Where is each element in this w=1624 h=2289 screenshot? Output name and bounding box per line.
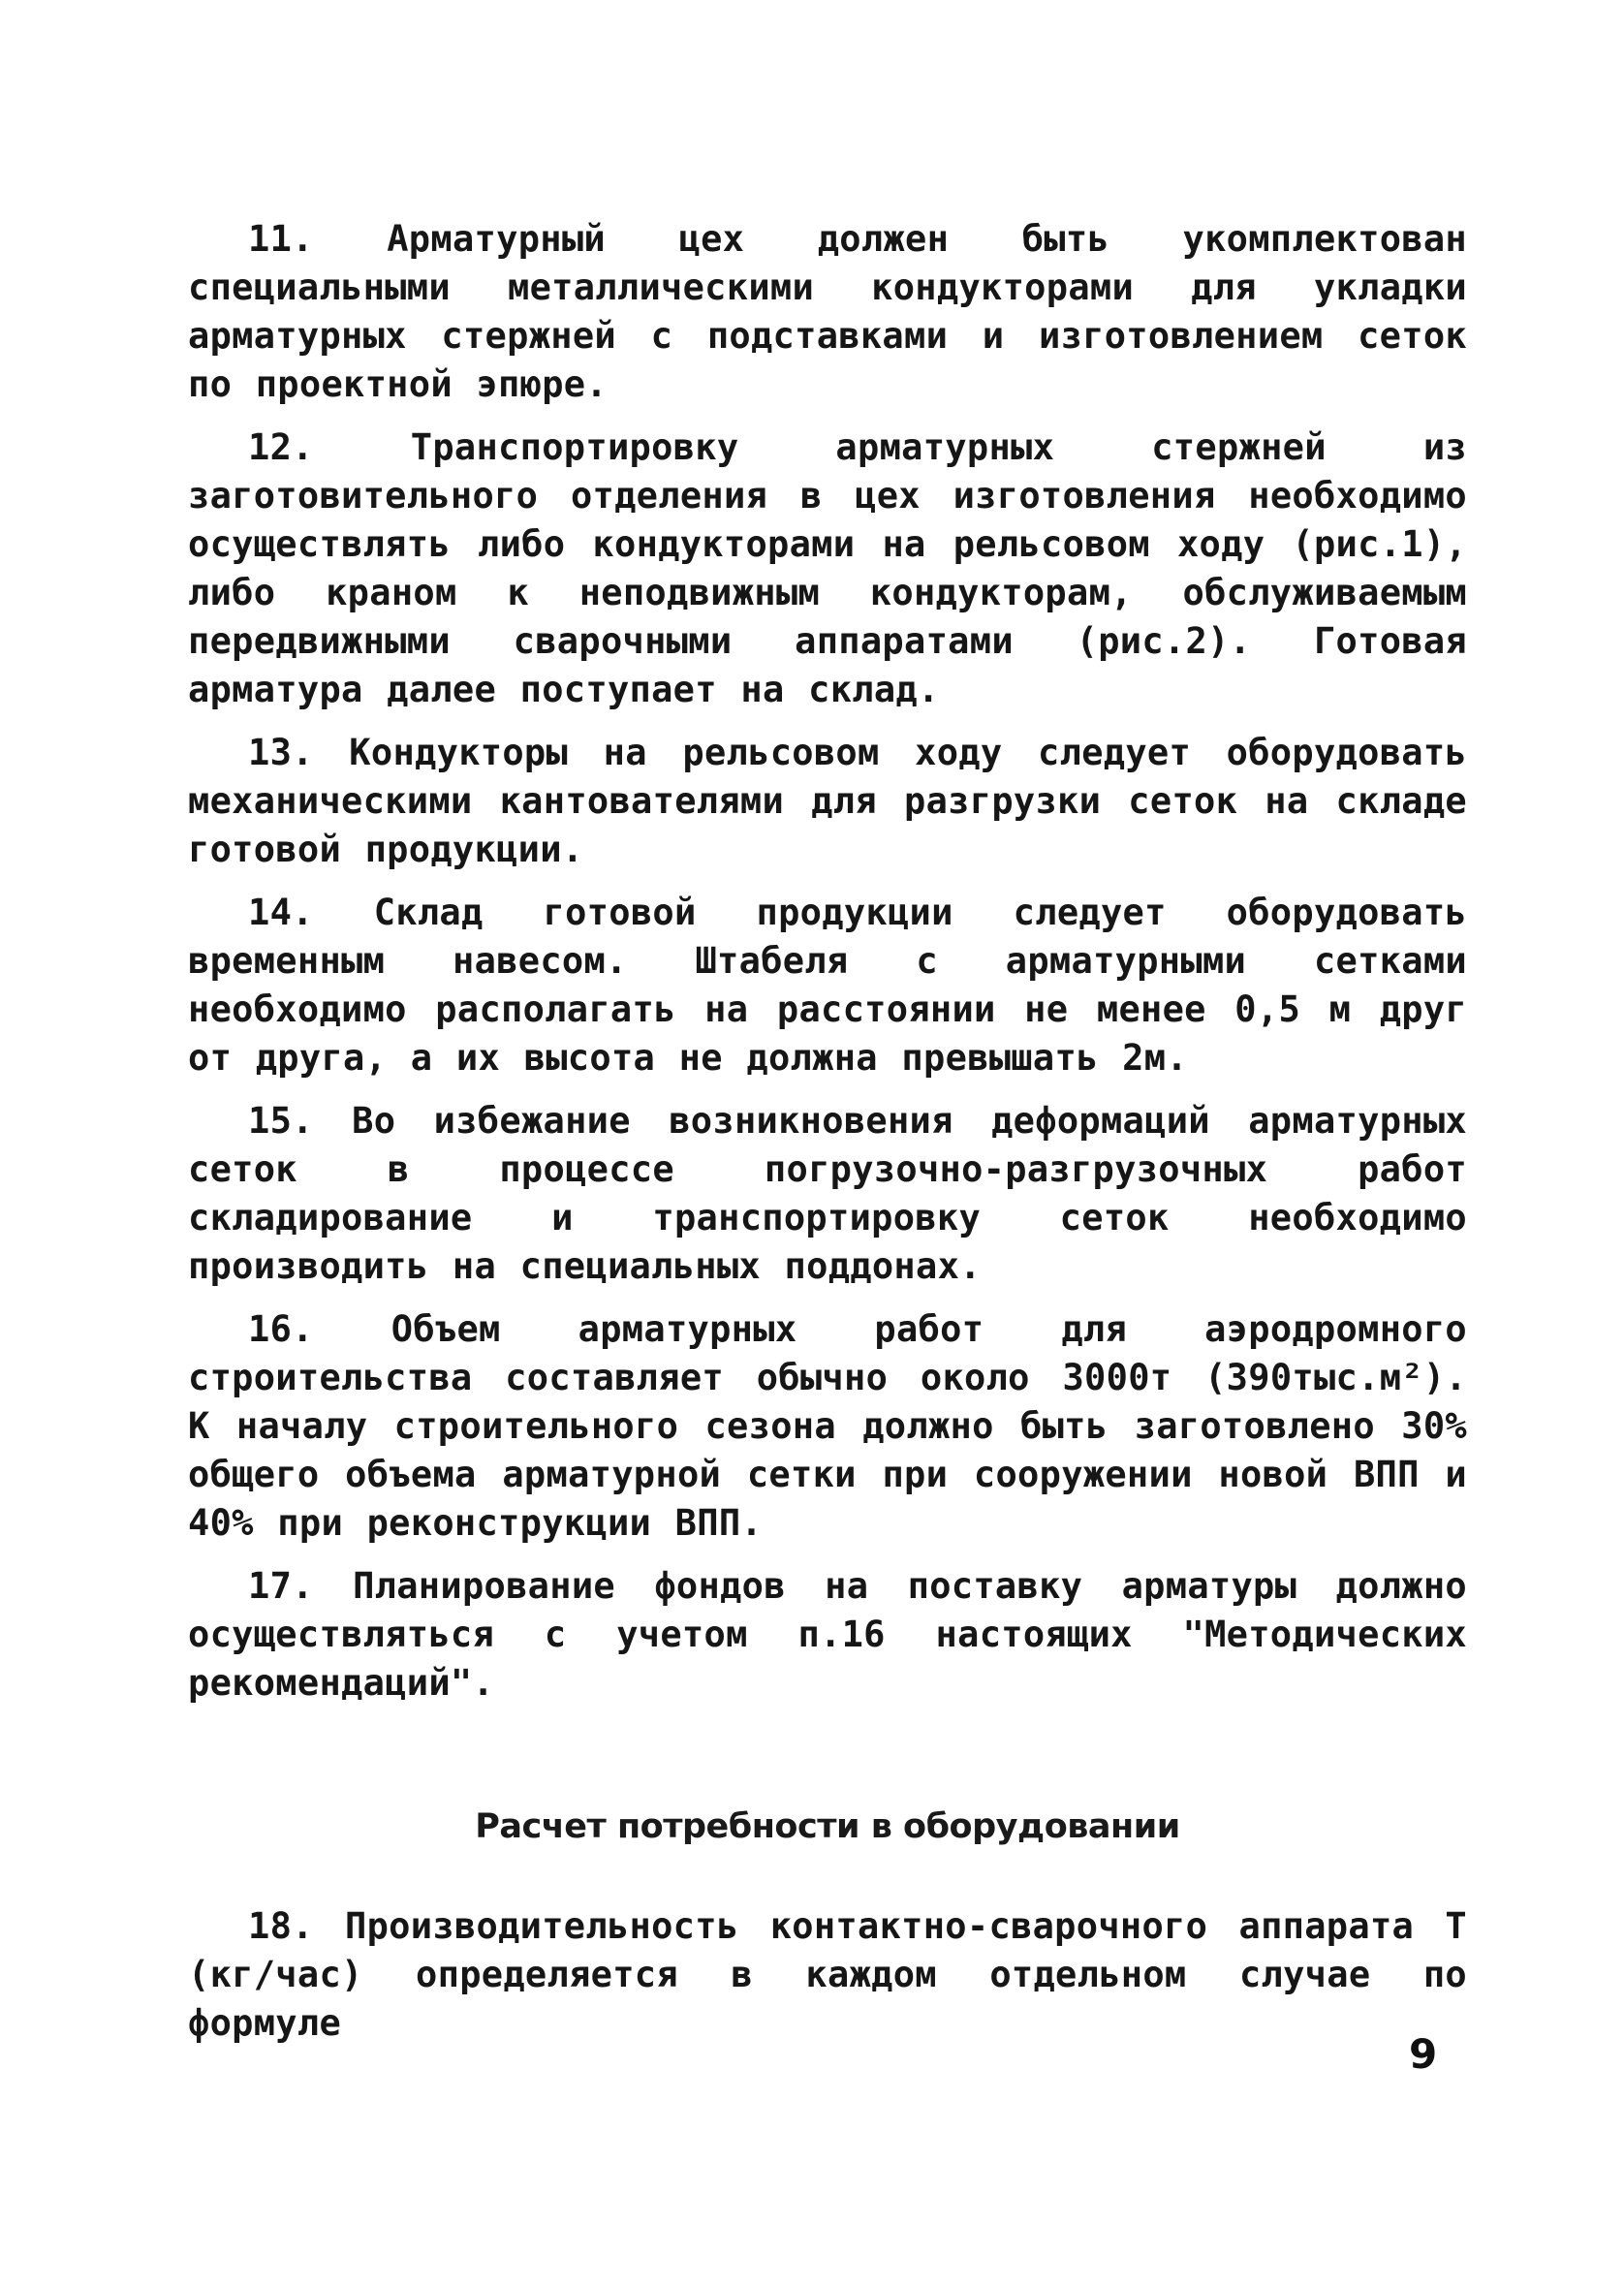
paragraph-15: 15. Во избежание возникновения деформаций арматурных сеток в процессе погрузочно-разгрузочных работ складирование и транспортировку сеток необходимо производить на специальных поддонах.: [188, 1100, 1467, 1287]
paragraph-11: 11. Арматурный цех должен быть укомплектован специальными металлическими кондукторами для укладки арматурных стержней с подставками и изготовлением сеток по проектной эпюре.: [188, 218, 1467, 405]
paragraph-12: 12. Транспортировку арматурных стержней из заготовительного отделения в цех изготовления необходимо осуществлять либо кондукторами на рельсовом ходу (рис.1), либо краном к неподвижным кондукторам, обслуживаемым передвижными сварочными аппаратами (рис.2). Готовая арматура далее поступает на склад.: [188, 426, 1467, 710]
paragraph-13: 13. Кондукторы на рельсовом ходу следует оборудовать механическими кантователями для разгрузки сеток на складе готовой продукции.: [188, 732, 1467, 870]
document-body: [188, 215, 1467, 2062]
section-heading: Расчет потребности в оборудовании: [475, 1807, 1180, 1846]
paragraph-16: 16. Объем арматурных работ для аэродромного строительства составляет обычно около 3000т (390тыс.м²). К началу строительного сезона должно быть заготовлено 30% общего объема арматурной сетки при сооружении новой ВПП и 40% при реконструкции ВПП.: [188, 1308, 1467, 1544]
paragraph-14: 14. Склад готовой продукции следует оборудовать временным навесом. Штабеля с арматурными сетками необходимо располагать на расстоянии не менее 0,5 м друг от друга, а их высота не должна превышать 2м.: [188, 892, 1467, 1079]
page-number: 9: [1409, 2030, 1438, 2078]
paragraph-17: 17. Планирование фондов на поставку арматуры должно осуществляться с учетом п.16 настоящих "Методических рекомендаций".: [188, 1565, 1467, 1704]
paragraph-18: 18. Производительность контактно-сварочного аппарата Т (кг/час) определяется в каждом отдельном случае по формуле: [188, 1905, 1467, 2044]
